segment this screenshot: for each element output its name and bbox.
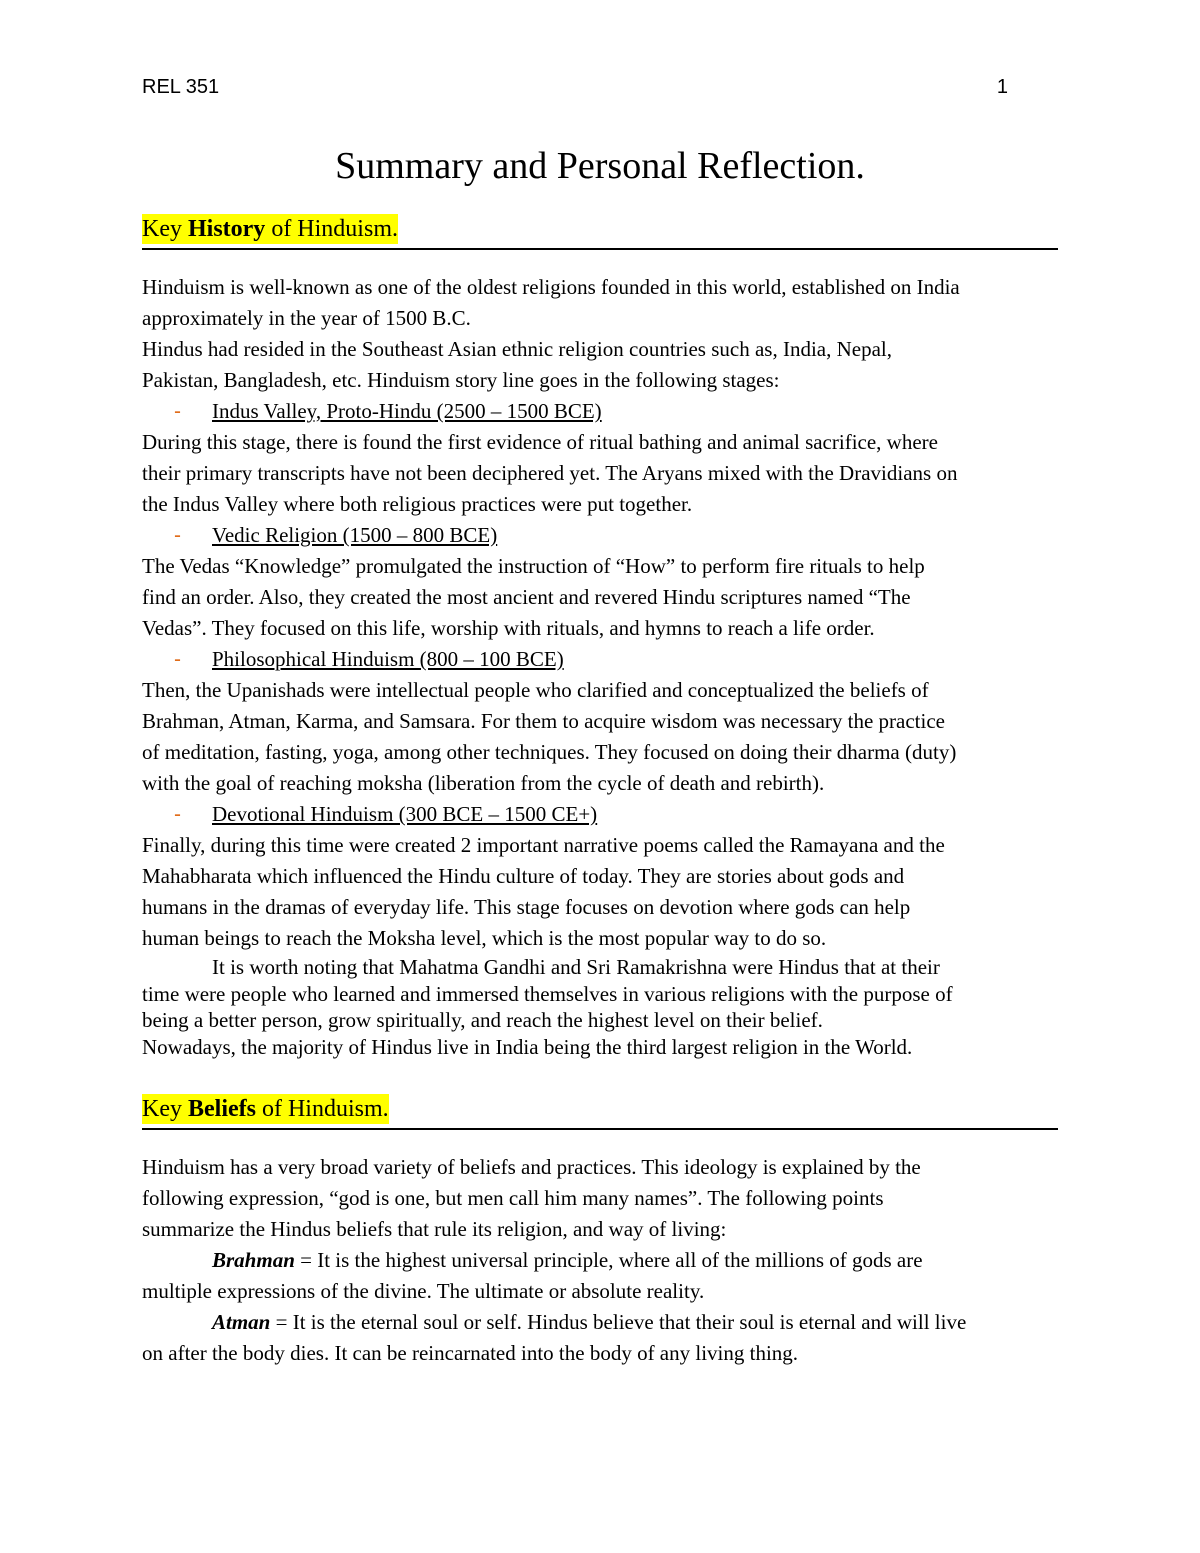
stage-title: Indus Valley, Proto-Hindu (2500 – 1500 BCE) [212, 399, 602, 423]
paragraph-line: their primary transcripts have not been deciphered yet. The Aryans mixed with the Dravidians on [142, 461, 958, 485]
paragraph-line: with the goal of reaching moksha (liberation from the cycle of death and rebirth). [142, 771, 825, 795]
paragraph-line: on after the body dies. It can be reincarnated into the body of any living thing. [142, 1341, 799, 1365]
paragraph-line: Then, the Upanishads were intellectual people who clarified and conceptualized the beliefs of [142, 678, 929, 702]
paragraph-line: Vedas”. They focused on this life, worship with rituals, and hymns to reach a life order. [142, 616, 875, 640]
belief-item [142, 1307, 1072, 1338]
belief-term: Atman [212, 1310, 271, 1334]
paragraph-line: Hinduism is well-known as one of the oldest religions founded in this world, established on India [142, 275, 960, 299]
paragraph-line: Pakistan, Bangladesh, etc. Hinduism story line goes in the following stages: [142, 368, 780, 392]
history-body [142, 272, 1072, 1060]
dash-bullet-icon: - [174, 648, 181, 671]
paragraph-line: following expression, “god is one, but men call him many names”. The following points [142, 1186, 884, 1210]
stage-item [142, 799, 1072, 830]
section-heading-beliefs [142, 1092, 1058, 1130]
course-code: REL 351 [142, 76, 220, 98]
heading-highlight [142, 214, 398, 244]
paragraph-line: approximately in the year of 1500 B.C. [142, 306, 471, 330]
paragraph-line: being a better person, grow spiritually, and reach the highest level on their belief. [142, 1008, 823, 1032]
section-heading-history [142, 212, 1058, 250]
document-title: Summary and Personal Reflection. [335, 145, 865, 187]
heading-highlight [142, 1094, 389, 1124]
paragraph-line: During this stage, there is found the first evidence of ritual bathing and animal sacrifice, where [142, 430, 938, 454]
paragraph-line: Hinduism has a very broad variety of beliefs and practices. This ideology is explained by the [142, 1155, 921, 1179]
stage-title: Devotional Hinduism (300 BCE – 1500 CE+) [212, 802, 598, 826]
stage-title: Vedic Religion (1500 – 800 BCE) [212, 523, 498, 547]
heading-suffix: of Hinduism. [265, 216, 398, 242]
dash-bullet-icon: - [174, 524, 181, 547]
heading-keyword: Beliefs [187, 1096, 256, 1122]
heading-keyword: History [187, 216, 266, 242]
dash-bullet-icon: - [174, 400, 181, 423]
stage-item [142, 520, 1072, 551]
paragraph-line: human beings to reach the Moksha level, which is the most popular way to do so. [142, 926, 827, 950]
paragraph-line: time were people who learned and immersed themselves in various religions with the purpose of [142, 981, 953, 1006]
page-number: 1 [996, 76, 1008, 98]
page-header [142, 72, 1008, 102]
heading-prefix: Key [142, 1096, 188, 1122]
beliefs-body [142, 1152, 1072, 1369]
dash-bullet-icon: - [174, 803, 181, 826]
paragraph-line: summarize the Hindus beliefs that rule its religion, and way of living: [142, 1217, 727, 1241]
paragraph-line: Hindus had resided in the Southeast Asian ethnic religion countries such as, India, Nepal, [142, 337, 893, 361]
paragraph-line: the Indus Valley where both religious practices were put together. [142, 492, 693, 516]
paragraph-line: of meditation, fasting, yoga, among other techniques. They focused on doing their dharma (duty) [142, 740, 957, 764]
heading-suffix: of Hinduism. [255, 1096, 389, 1122]
paragraph-line: The Vedas “Knowledge” promulgated the instruction of “How” to perform fire rituals to help [142, 554, 925, 578]
belief-item [142, 1245, 1072, 1276]
paragraph-line: humans in the dramas of everyday life. This stage focuses on devotion where gods can help [142, 895, 911, 919]
paragraph-line: multiple expressions of the divine. The ultimate or absolute reality. [142, 1279, 705, 1303]
paragraph-line: Nowadays, the majority of Hindus live in India being the third largest religion in the World. [142, 1034, 913, 1059]
stage-item [142, 644, 1072, 675]
paragraph-line: Brahman, Atman, Karma, and Samsara. For them to acquire wisdom was necessary the practice [142, 709, 945, 733]
heading-prefix: Key [142, 216, 188, 242]
stage-title: Philosophical Hinduism (800 – 100 BCE) [212, 647, 564, 671]
paragraph-line: Mahabharata which influenced the Hindu culture of today. They are stories about gods and [142, 864, 905, 888]
belief-definition: = It is the eternal soul or self. Hindus believe that their soul is eternal and will live [270, 1310, 967, 1334]
belief-definition: = It is the highest universal principle, where all of the millions of gods are [294, 1248, 923, 1272]
paragraph-line: find an order. Also, they created the most ancient and revered Hindu scriptures named “The [142, 585, 911, 609]
stage-item [142, 396, 1072, 427]
paragraph-line: Finally, during this time were created 2 important narrative poems called the Ramayana and the [142, 833, 945, 857]
belief-term: Brahman [212, 1248, 295, 1272]
paragraph-line: It is worth noting that Mahatma Gandhi and Sri Ramakrishna were Hindus that at their [212, 955, 940, 979]
